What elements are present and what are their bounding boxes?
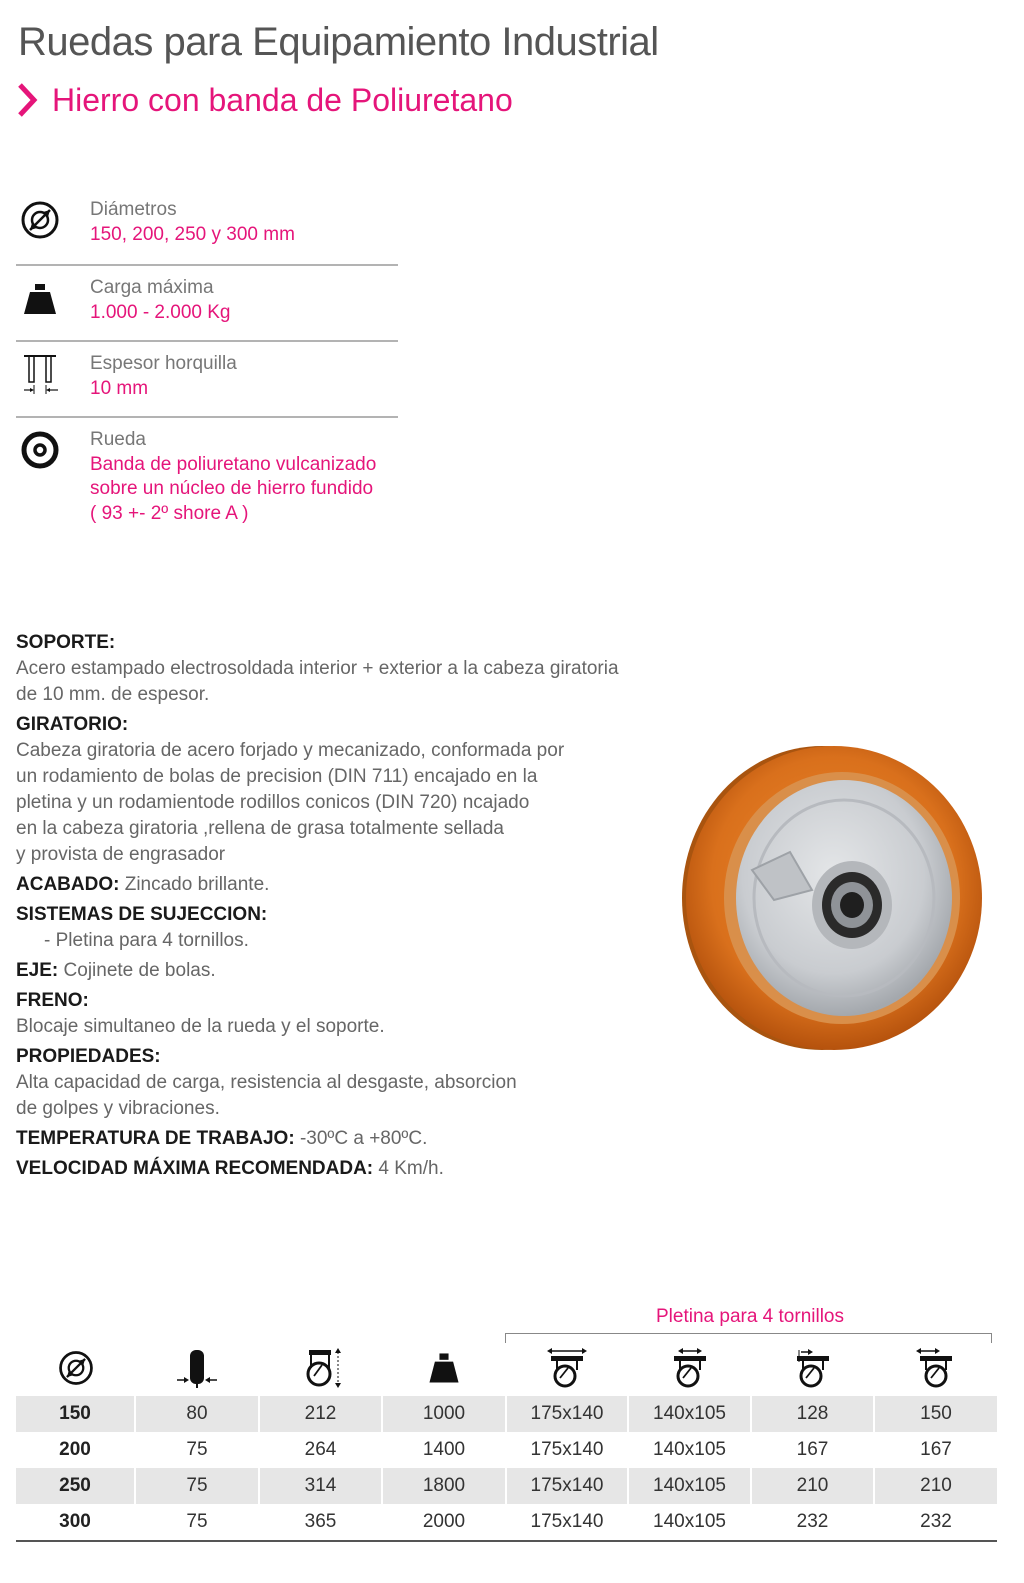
table-cell: 1000 — [382, 1396, 506, 1432]
table-cell: 175x140 — [506, 1396, 628, 1432]
temperatura-value: -30ºC a +80ºC. — [299, 1128, 428, 1149]
table-cell: 167 — [751, 1432, 874, 1468]
spec-item-wheel — [16, 418, 398, 542]
table-cell: 80 — [135, 1396, 259, 1432]
velocidad-value: 4 Km/h. — [378, 1158, 444, 1179]
table-cell: 150 — [874, 1396, 997, 1432]
table-cell: 300 — [59, 1511, 91, 1532]
table-cell: 232 — [751, 1504, 874, 1540]
table-cell: 175x140 — [506, 1468, 628, 1504]
table-cell: 140x105 — [628, 1504, 751, 1540]
plate-size-icon — [506, 1340, 628, 1396]
sistemas-label: SISTEMAS DE SUJECCION: — [16, 904, 268, 925]
spec-item-load — [16, 266, 398, 342]
spec-label: Rueda — [90, 429, 146, 450]
giratorio-line: pletina y un rodamientode rodillos conicos (DIN 720) ncajado — [16, 792, 530, 813]
table-cell: 210 — [751, 1468, 874, 1504]
spec-value: ( 93 +- 2º shore A ) — [90, 502, 249, 524]
spec-value: 10 mm — [90, 377, 149, 399]
acabado-label: ACABADO: — [16, 874, 120, 895]
spec-value: Banda de poliuretano vulcanizado — [90, 453, 377, 475]
table-cell: 128 — [751, 1396, 874, 1432]
spec-label: Diámetros — [90, 199, 177, 220]
table-cell: 140x105 — [628, 1396, 751, 1432]
table-cell: 175x140 — [506, 1504, 628, 1540]
spec-item-diameter — [16, 188, 398, 266]
offset-icon — [751, 1340, 874, 1396]
table-cell: 75 — [135, 1504, 259, 1540]
diameter-icon — [16, 198, 90, 264]
table-cell: 264 — [259, 1432, 382, 1468]
table-cell: 314 — [259, 1468, 382, 1504]
soporte-label: SOPORTE: — [16, 632, 116, 653]
wheel-icon — [16, 428, 90, 542]
sistemas-line: - Pletina para 4 tornillos. — [44, 930, 249, 951]
page-subtitle: Hierro con banda de Poliuretano — [52, 81, 513, 118]
spec-list — [16, 188, 398, 542]
velocidad-label: VELOCIDAD MÁXIMA RECOMENDADA: — [16, 1158, 374, 1179]
freno-label: FRENO: — [16, 990, 89, 1011]
subtitle-row — [16, 78, 513, 122]
table-cell: 2000 — [382, 1504, 506, 1540]
table-cell: 75 — [135, 1468, 259, 1504]
diameter-icon — [16, 1340, 135, 1396]
weight-icon — [16, 276, 90, 340]
hole-spacing-icon — [628, 1340, 751, 1396]
table-cell: 140x105 — [628, 1432, 751, 1468]
spec-value: 1.000 - 2.000 Kg — [90, 301, 231, 323]
table-group-header: Pletina para 4 tornillos — [656, 1306, 844, 1327]
swivel-radius-icon — [874, 1340, 997, 1396]
table-row — [16, 1504, 997, 1540]
weight-icon — [382, 1340, 506, 1396]
spec-value: 150, 200, 250 y 300 mm — [90, 223, 295, 245]
table-cell: 75 — [135, 1432, 259, 1468]
table-cell: 210 — [874, 1468, 997, 1504]
table-header-row — [16, 1340, 997, 1396]
giratorio-line: en la cabeza giratoria ,rellena de grasa totalmente sellada — [16, 818, 504, 839]
table-bottom-rule — [16, 1540, 997, 1542]
table-cell: 1400 — [382, 1432, 506, 1468]
giratorio-label: GIRATORIO: — [16, 714, 129, 735]
description-block — [16, 630, 696, 1182]
table-cell: 250 — [16, 1468, 135, 1504]
table-row — [16, 1396, 997, 1432]
fork-thickness-icon — [16, 352, 90, 416]
propiedades-line: Alta capacidad de carga, resistencia al desgaste, absorcion — [16, 1072, 517, 1093]
dimensions-table — [16, 1340, 997, 1540]
chevron-right-icon — [16, 81, 38, 119]
propiedades-line: de golpes y vibraciones. — [16, 1098, 220, 1119]
table-cell: 1800 — [382, 1468, 506, 1504]
table-cell: 167 — [874, 1432, 997, 1468]
soporte-line: Acero estampado electrosoldada interior + exterior a la cabeza giratoria — [16, 658, 619, 679]
eje-value: Cojinete de bolas. — [63, 960, 216, 981]
eje-label: EJE: — [16, 960, 59, 981]
acabado-value: Zincado brillante. — [124, 874, 270, 895]
table-cell: 175x140 — [506, 1432, 628, 1468]
propiedades-label: PROPIEDADES: — [16, 1046, 161, 1067]
giratorio-line: y provista de engrasador — [16, 844, 226, 865]
giratorio-line: un rodamiento de bolas de precision (DIN 711) encajado en la — [16, 766, 538, 787]
table-cell: 150 — [16, 1396, 135, 1432]
wheel-width-icon — [135, 1340, 259, 1396]
total-height-icon — [259, 1340, 382, 1396]
giratorio-line: Cabeza giratoria de acero forjado y mecanizado, conformada por — [16, 740, 565, 761]
polyurethane-wheel-photo — [682, 740, 986, 1054]
spec-label: Carga máxima — [90, 277, 214, 298]
freno-line: Blocaje simultaneo de la rueda y el soporte. — [16, 1016, 385, 1037]
table-row — [16, 1468, 997, 1504]
soporte-line: de 10 mm. de espesor. — [16, 684, 210, 705]
table-cell: 365 — [259, 1504, 382, 1540]
page-title: Ruedas para Equipamiento Industrial — [18, 20, 659, 64]
table-cell: 140x105 — [628, 1468, 751, 1504]
temperatura-label: TEMPERATURA DE TRABAJO: — [16, 1128, 295, 1149]
table-cell: 212 — [259, 1396, 382, 1432]
table-cell: 200 — [59, 1439, 91, 1460]
spec-value: sobre un núcleo de hierro fundido — [90, 478, 374, 499]
spec-label: Espesor horquilla — [90, 353, 237, 374]
table-cell: 232 — [874, 1504, 997, 1540]
spec-item-fork — [16, 342, 398, 418]
table-row — [16, 1432, 997, 1468]
